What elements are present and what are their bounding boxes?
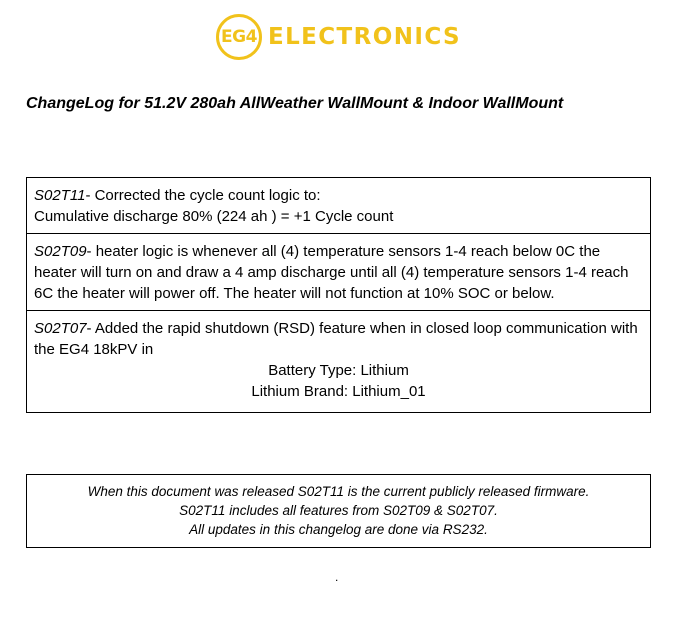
entry-text: Cumulative discharge 80% (224 ah ) = +1 Cycle count [34,208,394,225]
release-note-line: S02T11 includes all features from S02T09 & S02T07. [179,503,498,518]
changelog-entry-s02t09 [27,234,650,311]
firmware-version: S02T07 [34,320,87,337]
firmware-version: S02T11 [34,187,86,204]
release-note-line: All updates in this changelog are done via RS232. [189,522,488,537]
release-note-line: When this document was released S02T11 is the current publicly released firmware. [87,484,590,499]
eg4-electronics-logo [216,12,461,62]
logo-wordmark: ELECTRONICS [268,24,461,50]
footer-mark: . [335,570,339,584]
logo-circle-mark: EG4 [216,14,262,60]
lithium-brand-setting: Lithium Brand: Lithium_01 [251,383,426,400]
changelog-entry-s02t11 [27,178,650,234]
entry-text: - Added the rapid shutdown (RSD) feature when in closed loop communication with the EG4 18kPV in [34,320,638,358]
entry-text: - heater logic is whenever all (4) temperature sensors 1-4 reach below 0C the heater will turn on and draw a 4 amp discharge until all (4) temperature sensors 1-4 reach 6C the heater will power off. The heater will not function at 10% SOC or below. [34,243,629,302]
document-title: ChangeLog for 51.2V 280ah AllWeather WallMount & Indoor WallMount [26,95,564,112]
changelog-entry-s02t07 [27,311,650,412]
battery-type-setting: Battery Type: Lithium [268,362,409,379]
changelog-table [26,177,651,413]
firmware-version: S02T09 [34,243,87,260]
release-note [26,474,651,548]
entry-text: - Corrected the cycle count logic to: [85,187,321,204]
